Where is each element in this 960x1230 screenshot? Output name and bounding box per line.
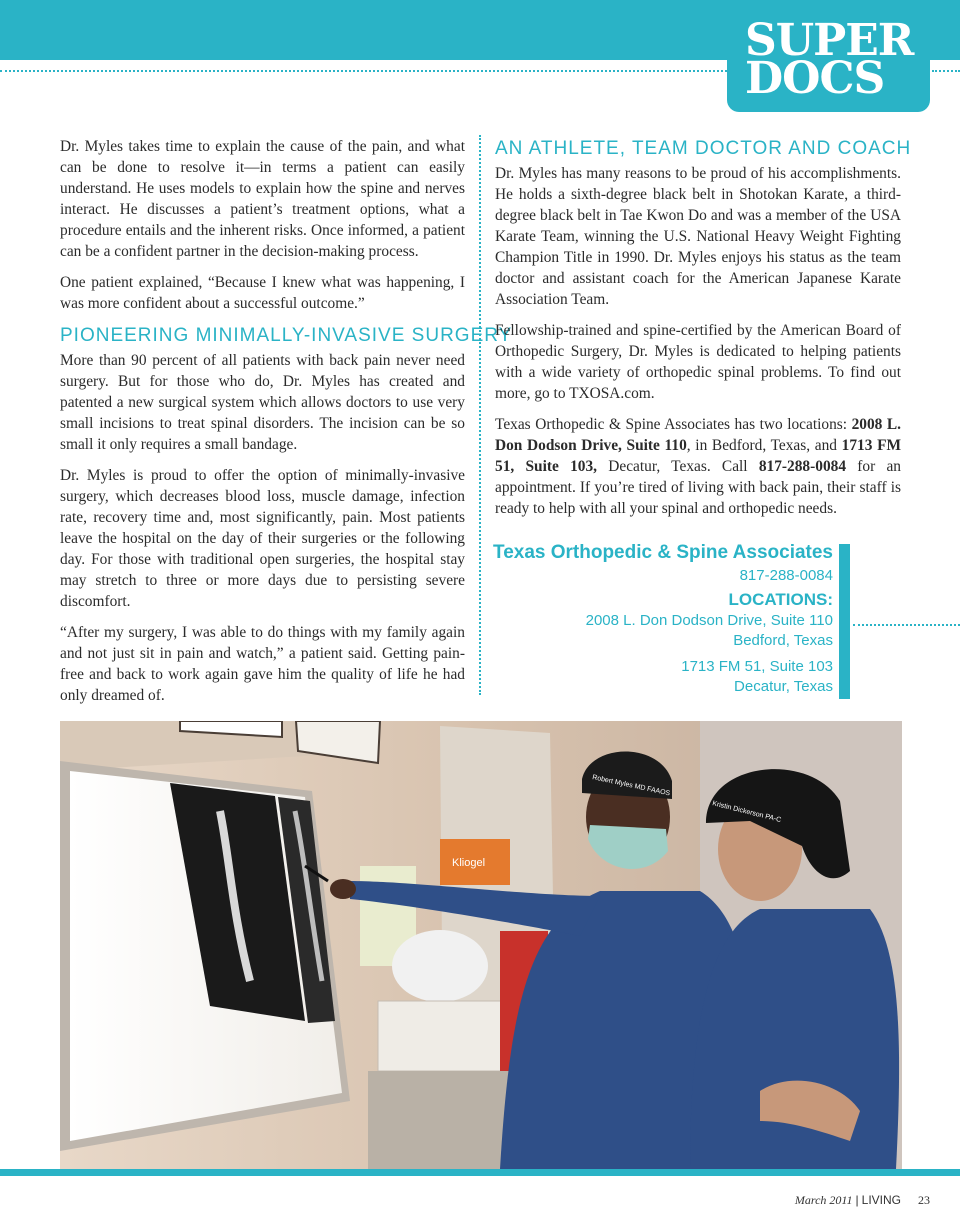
p3-text-2: , in Bedford, Texas, and [686, 437, 842, 454]
doctor-cap-text: Robert Myles MD FAAOS [591, 774, 671, 798]
right-paragraph-1: Dr. Myles has many reasons to be proud of his accomplishments. He holds a sixth-degree black belt in Shotokan Karate, a third-degree black belt in Tae Kwon Do and was a member of the USA Karate Team, winning the U.S. National Heavy Weight Fighting Champion Title in 1990. Dr. Myles enjoys his status as the team doctor and assistant coach for the American Japanese Karate Association Team. [495, 165, 901, 308]
p3-text-3: Decatur, Texas. Call [597, 458, 759, 475]
left-paragraph-4: Dr. Myles is proud to offer the option of minimally-invasive surgery, which decreases blood loss, muscle damage, infection rate, recovery time and, most significantly, pain. Most patients leave the hospital on the day of their surgeries or the following day. For those with traditional open surgeries, the hospital stay may stretch to three or more days due to persisting severe discomfort. [60, 467, 465, 610]
left-column [60, 136, 513, 716]
left-paragraph-1: Dr. Myles takes time to explain the cause of the pain, and what can be done to resolve it—in terms a patient can easily understand. He uses models to explain how the spine and nerves interact. He discusses a patient’s treatment options, what a procedure entails and the inherent risks. Once informed, a patient can be a confident partner in the decision-making process. [60, 138, 465, 260]
feature-photo [60, 721, 902, 1169]
info-dotted-rule [853, 624, 960, 626]
left-paragraph-5: “After my surgery, I was able to do things with my family again and not just sit in pain and watch,” a patient said. Getting pain-free and back to work again gave him the quality of life he had only dreamed of. [60, 624, 465, 704]
header-dotted-rule-right [932, 70, 960, 72]
footer-section: LIVING [861, 1193, 901, 1207]
p3-bold-address-2: 1713 FM 51, Suite 103, [495, 437, 902, 475]
badge-line-1: SUPER [745, 15, 914, 66]
p3-text-4: for an appointment. If you’re tired of living with back pain, their staff is ready to help with all your spinal and orthopedic needs. [495, 458, 902, 517]
info-accent-bar [839, 544, 850, 699]
bottom-color-bar [0, 1169, 960, 1176]
footer-date: March 2011 [794, 1193, 853, 1207]
right-section-heading: AN ATHLETE, TEAM DOCTOR AND COACH [495, 138, 912, 159]
info-location-1-street: 2008 L. Don Dodson Drive, Suite 110 [585, 612, 833, 629]
footer-separator: | [855, 1193, 859, 1207]
assistant-cap-text: Kristin Dickerson PA-C [711, 800, 782, 825]
photo-box-label: Kliogel [452, 857, 486, 869]
contact-info-box [490, 540, 833, 697]
info-location-2-city: Decatur, Texas [734, 678, 833, 695]
p3-text-1: Texas Orthopedic & Spine Associates has two locations: [495, 416, 852, 433]
badge-line-2: DOCS [745, 53, 885, 104]
p3-bold-address-1: 2008 L. Don Dodson Drive, Suite 110 [495, 416, 901, 454]
doctor-hand [330, 879, 356, 899]
header-dotted-rule [0, 70, 727, 72]
info-location-2-street: 1713 FM 51, Suite 103 [681, 658, 833, 675]
page-footer [795, 1193, 930, 1208]
info-locations-title: LOCATIONS: [728, 590, 833, 609]
left-paragraph-3: More than 90 percent of all patients with back pain never need surgery. But for those who do, Dr. Myles has created and patented a new surgical system which allows doctors to use very small incisions to treat spinal disorders. The incision can be so small it only requires a small bandage. [60, 352, 465, 453]
photo-plastic-bag [392, 930, 488, 1002]
p3-bold-phone: 817-288-0084 [758, 458, 847, 475]
left-section-heading: PIONEERING MINIMALLY-INVASIVE SURGERY [60, 325, 513, 346]
photo-illustration [60, 721, 902, 1169]
page-number: 23 [918, 1193, 930, 1207]
section-badge-title [745, 15, 914, 104]
column-divider [479, 135, 481, 695]
info-phone: 817-288-0084 [739, 567, 833, 584]
left-paragraph-2: One patient explained, “Because I knew what was happening, I was more confident about a successful outcome.” [60, 274, 465, 312]
photo-machine [378, 1001, 503, 1071]
right-paragraph-2: Fellowship-trained and spine-certified by the American Board of Orthopedic Surgery, Dr. Myles is dedicated to helping patients with a wide variety of orthopedic spinal problems. To find out more, go to TXOSA.com. [495, 322, 901, 402]
right-column [495, 137, 912, 529]
info-location-1-city: Bedford, Texas [733, 632, 833, 649]
info-company-name: Texas Orthopedic & Spine Associates [493, 542, 833, 563]
right-paragraph-3 [495, 414, 901, 519]
